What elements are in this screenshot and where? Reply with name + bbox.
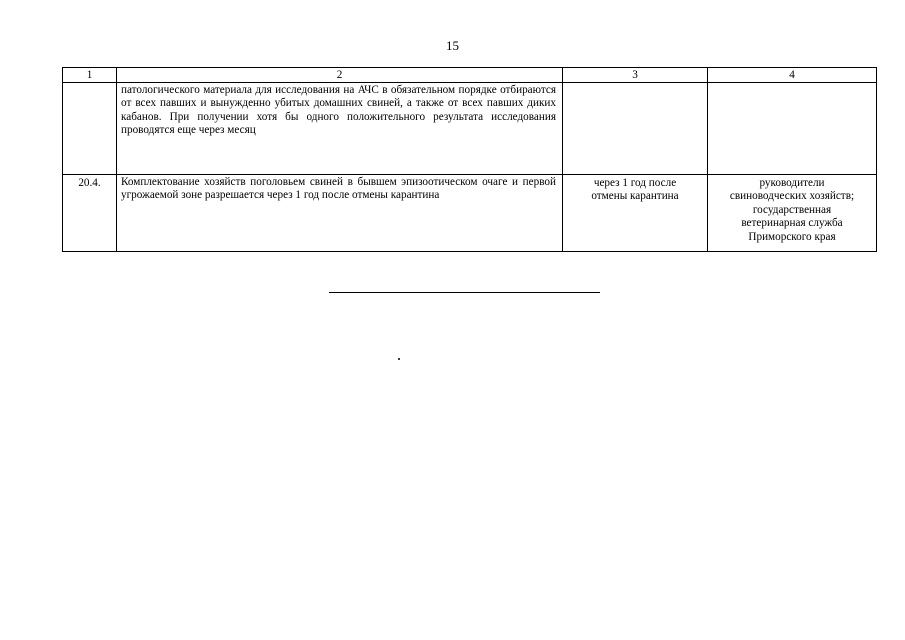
header-cell-1: 1: [63, 68, 117, 83]
text-line: одного положительного результата исследования проводятся еще через: [121, 110, 556, 137]
measures-table: [62, 67, 877, 252]
stray-dot-mark: [398, 358, 400, 360]
page-number: 15: [446, 38, 459, 53]
row-number-cell: [63, 83, 117, 175]
measure-description-cell: [117, 175, 563, 252]
end-of-document-rule: [329, 292, 600, 293]
table-row: [63, 175, 877, 252]
text-line: свиней, а также от всех павших диких кабанов. При получении хотя бы: [121, 97, 556, 123]
responsible-cell: [708, 83, 877, 175]
header-cell-2: 2: [117, 68, 563, 83]
text-line: карантина: [390, 189, 440, 202]
measure-description-cell: [117, 83, 563, 175]
text-line: патологического материала для исследования на АЧС в обязательном: [121, 84, 459, 96]
header-cell-3: 3: [563, 68, 708, 83]
text-line: руководители: [759, 177, 825, 189]
responsible-cell: [708, 175, 877, 252]
deadline-cell: [563, 83, 708, 175]
text-line: Комплектование хозяйств поголовьем свиней в бывшем эпизоотическом: [121, 176, 483, 188]
text-line: Приморского края: [748, 230, 836, 243]
text-line: отмены карантина: [591, 190, 679, 203]
text-line: через 1 год после: [593, 177, 677, 189]
table-row: [63, 83, 877, 175]
deadline-cell: [563, 175, 708, 252]
text-line: месяц: [227, 124, 256, 137]
text-line: порядке отбираются от всех павших и вынужденно убитых домашних: [121, 84, 556, 110]
table-header-row: [63, 68, 877, 83]
text-line: ветеринарная служба: [741, 217, 843, 230]
text-line: очаге и первой угрожаемой зоне разрешается через 1 год после отмены: [121, 176, 556, 202]
text-line: свиноводческих хозяйств;: [729, 190, 855, 203]
text-line: государственная: [752, 203, 832, 216]
header-cell-4: 4: [708, 68, 877, 83]
row-number-cell: 20.4.: [63, 175, 117, 252]
